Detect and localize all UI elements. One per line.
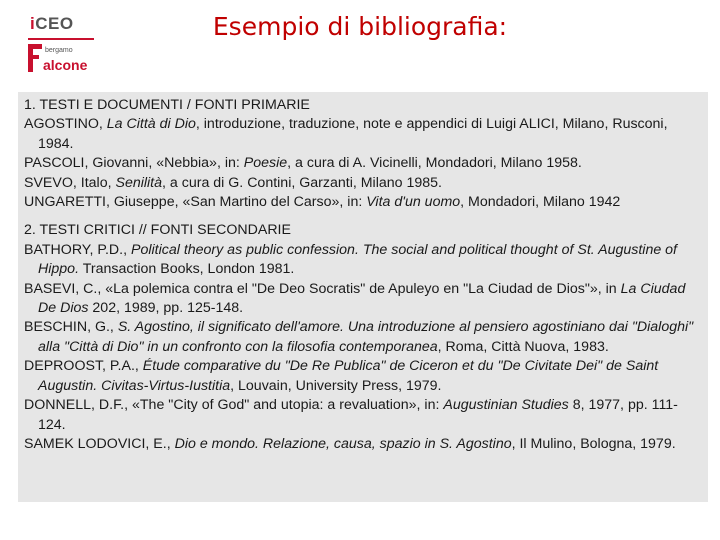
- entry-title: Étude comparative du "De Re Publica" de Ciceron et du "De Civitate Dei" de Saint Augustin. Civitas-Virtus-Iustitia: [38, 358, 659, 394]
- entry-title: La Città di Dio: [106, 116, 196, 133]
- entry-title: La Ciudad De Dios: [38, 280, 686, 317]
- entry-text: Transaction Books, London 1981.: [79, 261, 295, 278]
- entry-title: Poesie: [243, 155, 288, 172]
- section-heading-secondary: 2. TESTI CRITICI // FONTI SECONDARIE: [24, 222, 291, 239]
- entry-text: SVEVO, Italo,: [24, 174, 116, 191]
- entry-text: , Il Mulino, Bologna, 1979.: [511, 435, 676, 452]
- entry-title: Vita d'un uomo: [366, 194, 461, 211]
- entry-text: 8, 1977, pp. 111-124.: [38, 397, 678, 433]
- entry-text: BESCHIN, G.,: [24, 319, 118, 336]
- entry-text: SAMEK LODOVICI, E.,: [24, 435, 175, 452]
- bibliography-box: [18, 92, 708, 502]
- entry-text: , a cura di A. Vicinelli, Mondadori, Milano 1958.: [287, 155, 582, 172]
- logo-name-text: alcone: [43, 57, 88, 73]
- entry-text: , introduzione, traduzione, note e appendici di Luigi ALICI, Milano, Rusconi, 1984.: [38, 116, 668, 152]
- entry-text: PASCOLI, Giovanni, «Nebbia», in:: [24, 155, 244, 172]
- entry-title: Augustinian Studies: [443, 397, 569, 414]
- entry-text: , Louvain, University Press, 1979.: [230, 377, 442, 394]
- bibliography-entry: [24, 357, 702, 396]
- bibliography-entry: [24, 396, 702, 435]
- entry-text: DONNELL, D.F., «The "City of God" and utopia: a revaluation», in:: [24, 397, 444, 414]
- secondary-sources-list: [24, 241, 702, 454]
- entry-text: AGOSTINO,: [24, 116, 107, 133]
- bibliography-entry: [24, 193, 702, 212]
- bibliography-entry: [24, 241, 702, 280]
- slide-title: Esempio di bibliografia:: [212, 12, 508, 41]
- bibliography-entry: [24, 174, 702, 193]
- logo-f-letter: [28, 44, 42, 72]
- bibliography-entry: [24, 115, 702, 154]
- logo-liceo-text: iCEO: [30, 14, 74, 33]
- bibliography-entry: [24, 318, 702, 357]
- entry-text: , a cura di G. Contini, Garzanti, Milano 1985.: [162, 174, 442, 191]
- bibliography-entry: [24, 435, 702, 454]
- entry-text: 202, 1989, pp. 125-148.: [88, 300, 244, 317]
- bibliography-entry: [24, 280, 702, 319]
- entry-title: Political theory as public confession. The social and political thought of St. Augustine of Hippo.: [38, 241, 677, 278]
- logo-city-text: bergamo: [45, 47, 73, 54]
- entry-title: Dio e mondo. Relazione, causa, spazio in S. Agostino: [174, 435, 512, 452]
- bibliography-entry: [24, 154, 702, 173]
- entry-title: S. Agostino, il significato dell'amore. Una introduzione al pensiero agostiniano dai "Dialoghi" alla "Città di Dio" in un confronto con la filosofia contemporanea: [38, 319, 694, 355]
- entry-text: , Mondadori, Milano 1942: [460, 194, 621, 211]
- entry-text: BASEVI, C., «La polemica contra el "De Deo Socratis" de Apuleyo en "La Ciudad de Dios"», in: [24, 280, 621, 297]
- entry-text: BATHORY, P.D.,: [24, 241, 131, 258]
- entry-text: , Roma, Città Nuova, 1983.: [437, 338, 609, 355]
- primary-sources-list: [24, 115, 702, 212]
- section-heading-primary: 1. TESTI E DOCUMENTI / FONTI PRIMARIE: [24, 97, 310, 113]
- entry-text: DEPROOST, P.A.,: [24, 358, 143, 375]
- entry-text: UNGARETTI, Giuseppe, «San Martino del Carso», in:: [24, 194, 367, 211]
- entry-title: Senilità: [115, 174, 163, 191]
